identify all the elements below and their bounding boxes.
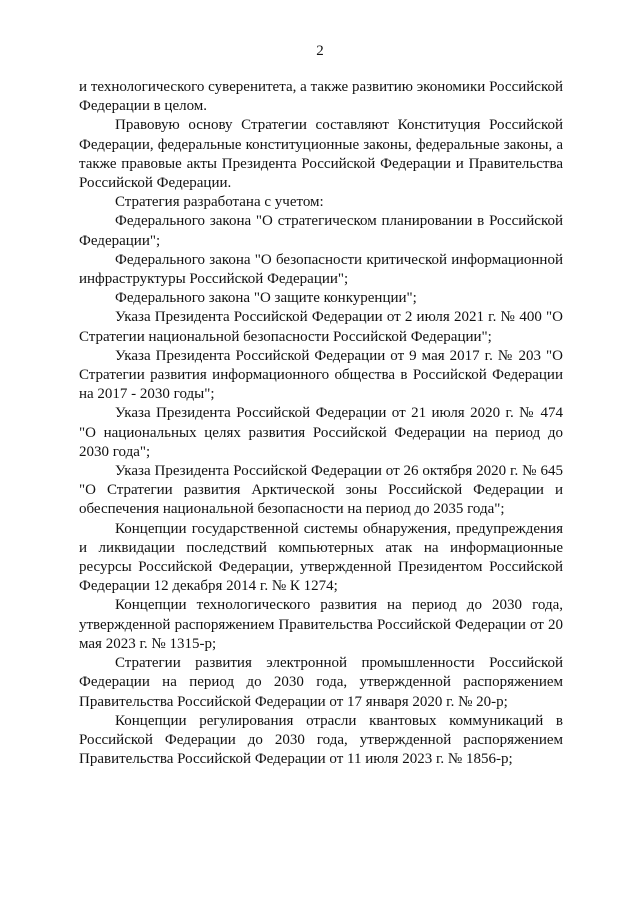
document-body	[79, 78, 563, 769]
paragraph-continuation: и технологического суверенитета, а также развитию экономики Российской Федерации в целом.	[79, 79, 563, 115]
list-item: Федерального закона "О безопасности критической информационной инфраструктуры Российской Федерации";	[79, 251, 563, 288]
list-item: Указа Президента Российской Федерации от 9 мая 2017 г. № 203 "О Стратегии развития информационного общества в Российской Федерации на 2017 - 2030 годы";	[79, 347, 563, 403]
list-item: Указа Президента Российской Федерации от 26 октября 2020 г. № 645 "О Стратегии развития Арктической зоны Российской Федерации и обеспечения национальной безопасности на период до 2035 года";	[79, 463, 563, 518]
list-item: Федерального закона "О стратегическом планировании в Российской Федерации";	[79, 213, 563, 249]
list-item: Стратегии развития электронной промышленности Российской Федерации на период до 2030 года, утвержденной распоряжением Правительства Российской Федерации от 17 января 2020 г. № 20-р;	[79, 655, 563, 710]
list-item: Концепции государственной системы обнаружения, предупреждения и ликвидации последствий компьютерных атак на информационные ресурсы Российской Федерации, утвержденной Президентом Российской Федерации 12 декабря 2014 г. № К 1274;	[79, 520, 563, 595]
list-item: Указа Президента Российской Федерации от 21 июля 2020 г. № 474 "О национальных целях развития Российской Федерации на период до 2030 года";	[79, 405, 563, 460]
paragraph-considerations-intro: Стратегия разработана с учетом:	[115, 194, 324, 211]
page-number: 2	[316, 43, 324, 59]
paragraph-legal-basis: Правовую основу Стратегии составляют Конституция Российской Федерации, федеральные конституционные законы, федеральные законы, а также правовые акты Президента Российской Федерации и Правительства Российской Федерации.	[79, 117, 563, 192]
list-item: Федерального закона "О защите конкуренции";	[115, 290, 417, 307]
list-item: Концепции регулирования отрасли квантовых коммуникаций в Российской Федерации до 2030 года, утвержденной распоряжением Правительства Российской Федерации от 11 июля 2023 г. № 1856-р;	[79, 712, 563, 768]
list-item: Указа Президента Российской Федерации от 2 июля 2021 г. № 400 "О Стратегии национальной безопасности Российской Федерации";	[79, 309, 563, 345]
list-item: Концепции технологического развития на период до 2030 года, утвержденной распоряжением Правительства Российской Федерации от 20 мая 2023 г. № 1315-р;	[79, 597, 563, 652]
